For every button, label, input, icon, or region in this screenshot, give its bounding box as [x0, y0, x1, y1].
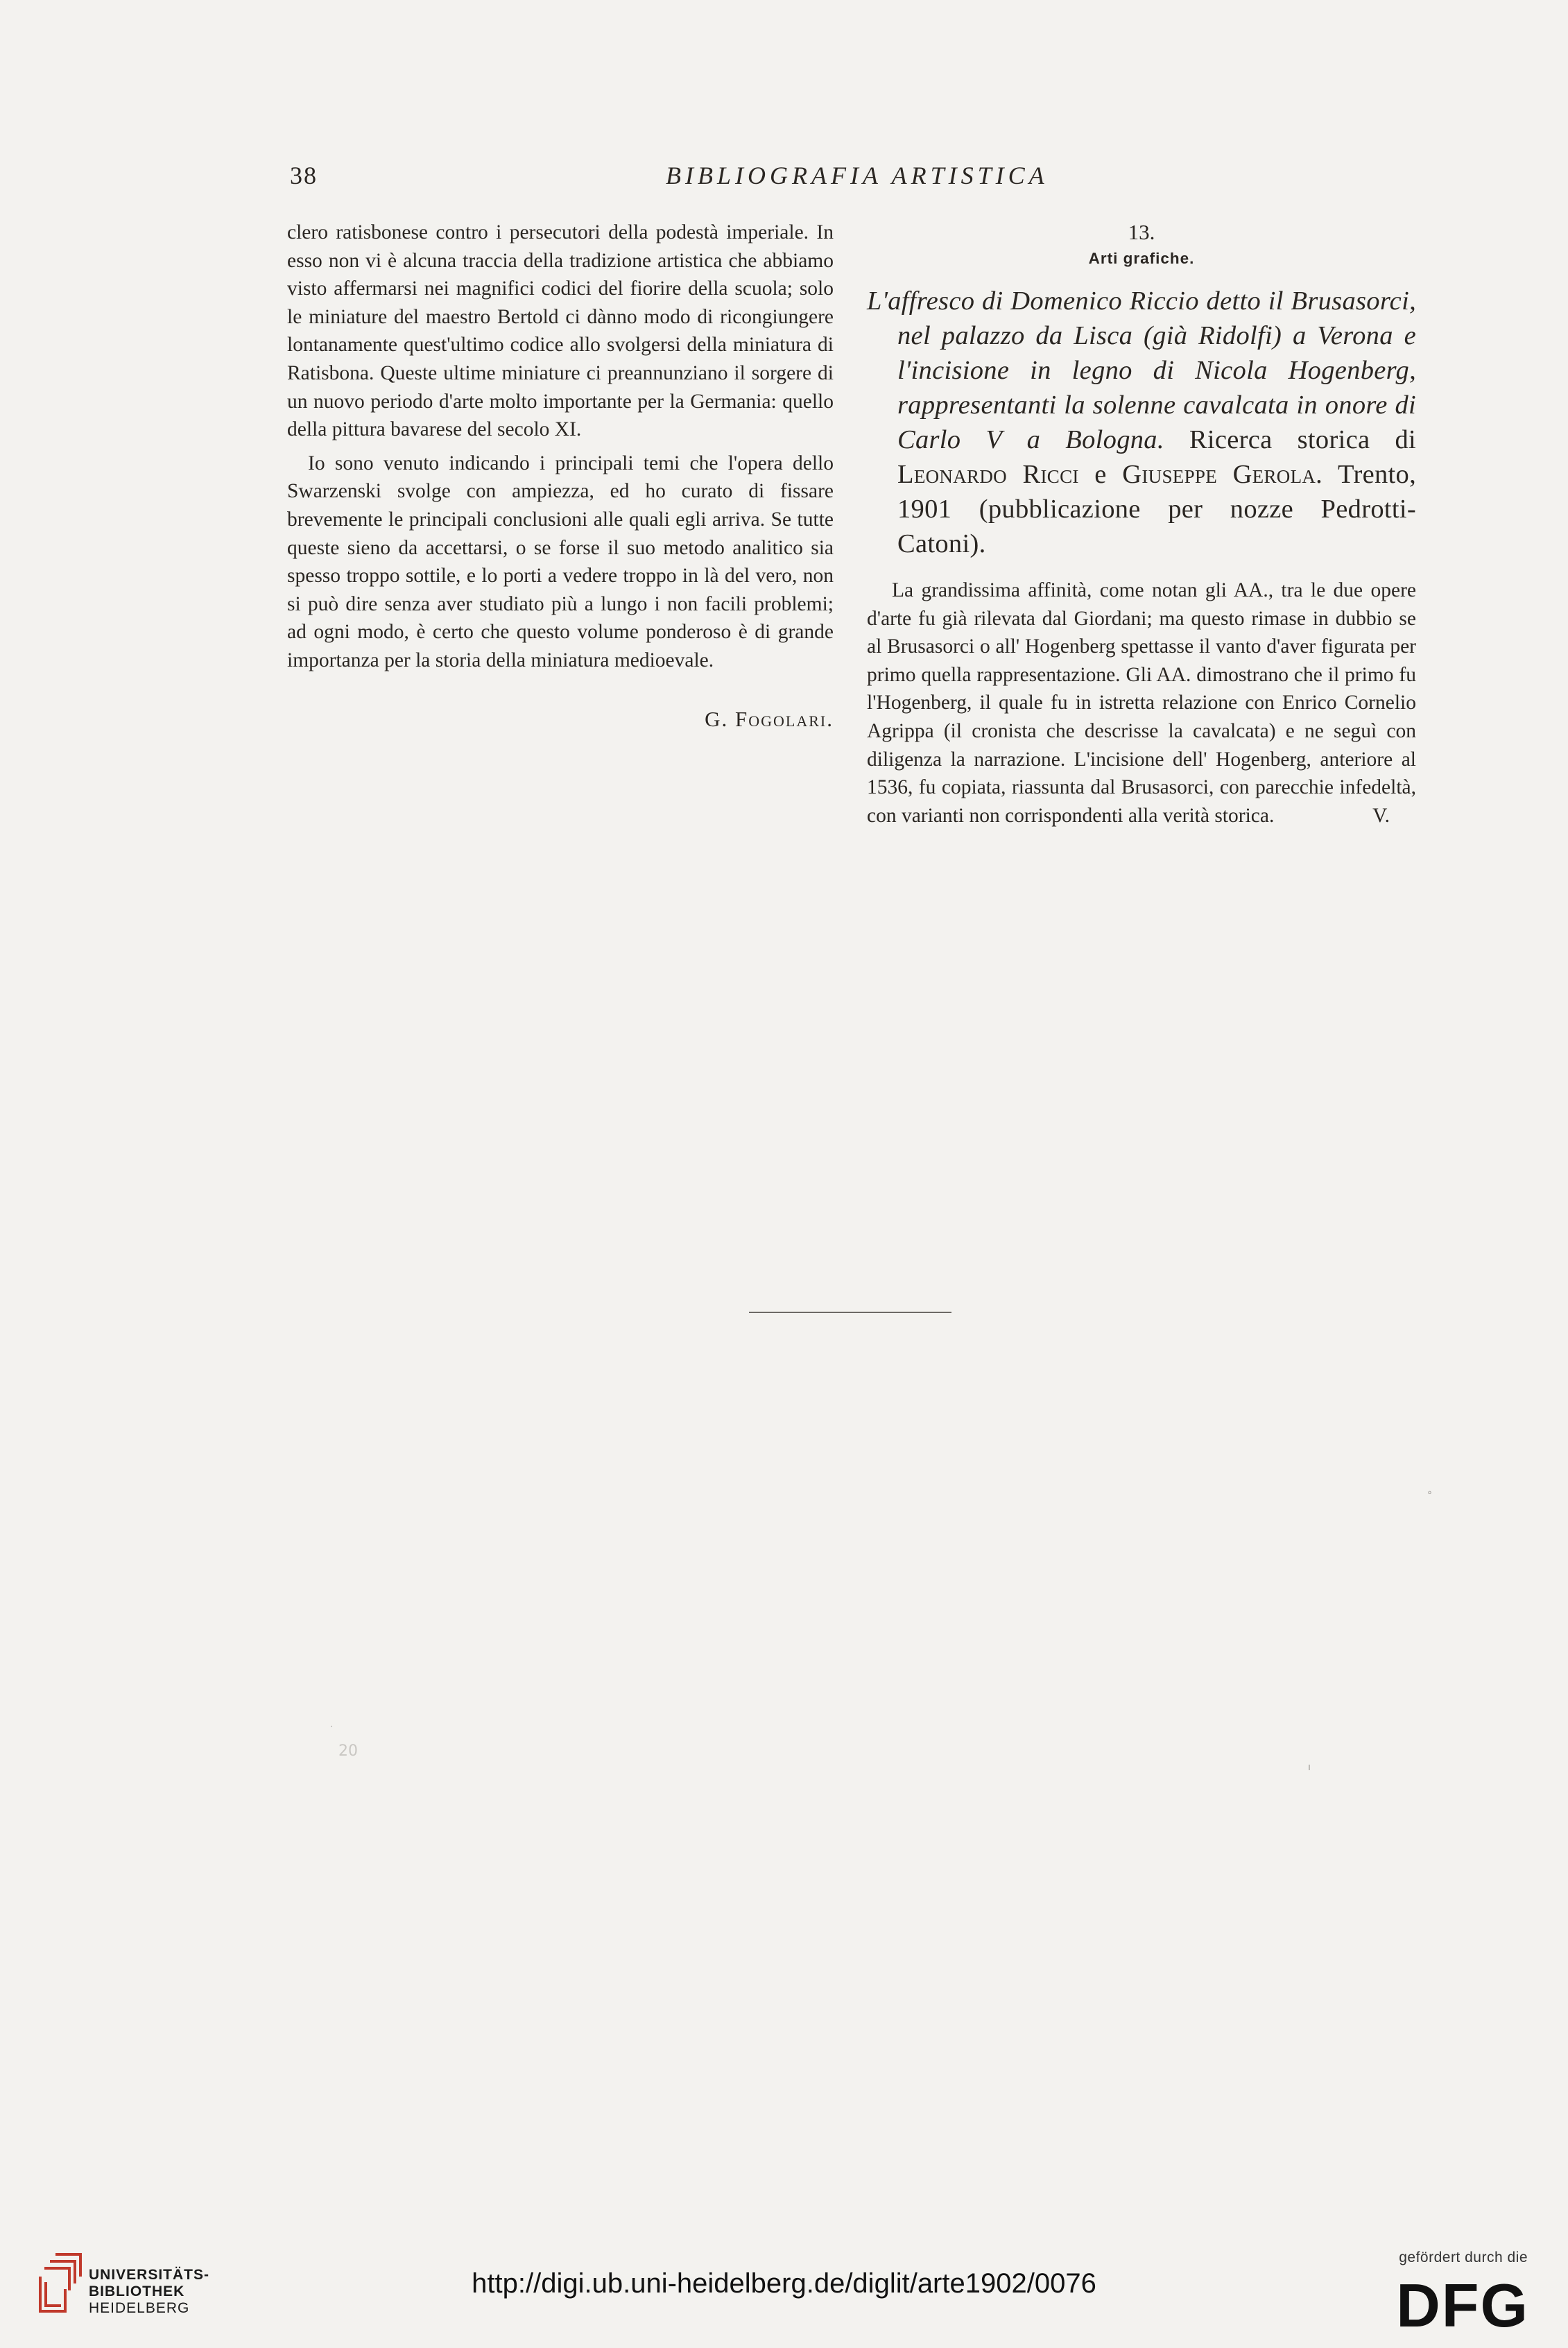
library-name-line-2: BIBLIOTHEK — [89, 2283, 185, 2299]
citation-publication: Trento, 1901 (pubblicazione per nozze Pedrotti-Catoni). — [897, 460, 1417, 558]
citation-prefix: Ricerca storica di — [1189, 425, 1416, 454]
citation-conjunction: e — [1094, 460, 1107, 489]
citation-title: L'affresco di Domenico Riccio detto il Brusasorci, nel palazzo da Lisca (già Ridolfi) a Verona e l'incisione in legno di Nicola Hogenberg, rappresentanti la solenne cavalcata in onore di Carlo V a Bologna. — [867, 286, 1416, 454]
dfg-logo: DFG — [1396, 2271, 1529, 2340]
right-column — [867, 218, 1416, 830]
scan-speck: · — [330, 1722, 333, 1731]
review-text: La grandissima affinità, come notan gli AA., tra le due opere d'arte fu già rilevata dal Giordani; ma questo rimase in dubbio se al Brusasorci o all' Hogenberg spettasse il vanto d'aver figurata per primo quella rappresentazione. Gli AA. dimostrano che il primo fu l'Hogenberg, il quale fu in istretta relazione con Enrico Cornelio Agrippa (il cronista che descrisse la cavalcata) e ne seguì con diligenza la narrazione. L'incisione dell' Hogenberg, anteriore al 1536, fu copiata, riassunta dal Brusasorci, con parecchie infedeltà, con varianti non corrispondenti alla verità storica. — [867, 579, 1416, 827]
permalink-url[interactable]: http://digi.ub.uni-heidelberg.de/diglit/arte1902/0076 — [472, 2268, 1096, 2299]
scan-speck: ° — [1427, 1490, 1432, 1501]
entry-number: 13. — [1128, 220, 1155, 244]
library-name-line-1: UNIVERSITÄTS- — [89, 2267, 210, 2283]
library-name-line-3: HEIDELBERG — [89, 2300, 190, 2316]
citation-author-2: Giuseppe Gerola. — [1122, 460, 1323, 489]
page-number: 38 — [290, 162, 318, 189]
citation-author-1: Leonardo Ricci — [897, 460, 1079, 489]
left-paragraph-2: Io sono venuto indicando i principali temi che l'opera dello Swarzenski svolge con ampiezza, ed ho curato di fissare brevemente le principali conclusioni alle quali egli arriva. Se tutte queste sieno da accettarsi, o se forse il suo metodo analitico sia spesso troppo sottile, e lo porti a vedere troppo in là del vero, non si può dire senza aver studiato più a lungo i non facili problemi; ad ogni modo, è certo che questo volume ponderoso è di grande importanza per la storia della miniatura medioevale. — [287, 452, 834, 671]
scan-speck: ı — [1308, 1762, 1311, 1773]
faint-margin-number: 20 — [338, 1742, 358, 1760]
running-head: BIBLIOGRAFIA ARTISTICA — [666, 162, 1049, 189]
review-author-signature: G. Fogolari. — [705, 706, 834, 731]
section-heading: Arti grafiche. — [1088, 250, 1195, 267]
section-divider-rule — [749, 1312, 951, 1313]
funding-label: gefördert durch die — [1399, 2250, 1528, 2265]
review-paragraph — [867, 576, 1416, 830]
bibliographic-citation — [867, 284, 1416, 561]
left-paragraph-1: clero ratisbonese contro i persecutori della podestà imperiale. In esso non vi è alcuna traccia della tradizione artistica che abbiamo visto affermarsi nei magnifici codici del fiorire della scuola; solo le miniature del maestro Bertold ci dànno modo di ricongiungere lontanamente quest'ultimo codice allo svolgersi della miniatura di Ratisbona. Queste ultime miniature ci preannunziano il sorgere di un nuovo periodo d'arte molto importante per la Germania: quello della pittura bavarese del secolo XI. — [287, 221, 834, 441]
review-signature: V. — [1372, 804, 1390, 827]
left-column — [287, 218, 834, 733]
